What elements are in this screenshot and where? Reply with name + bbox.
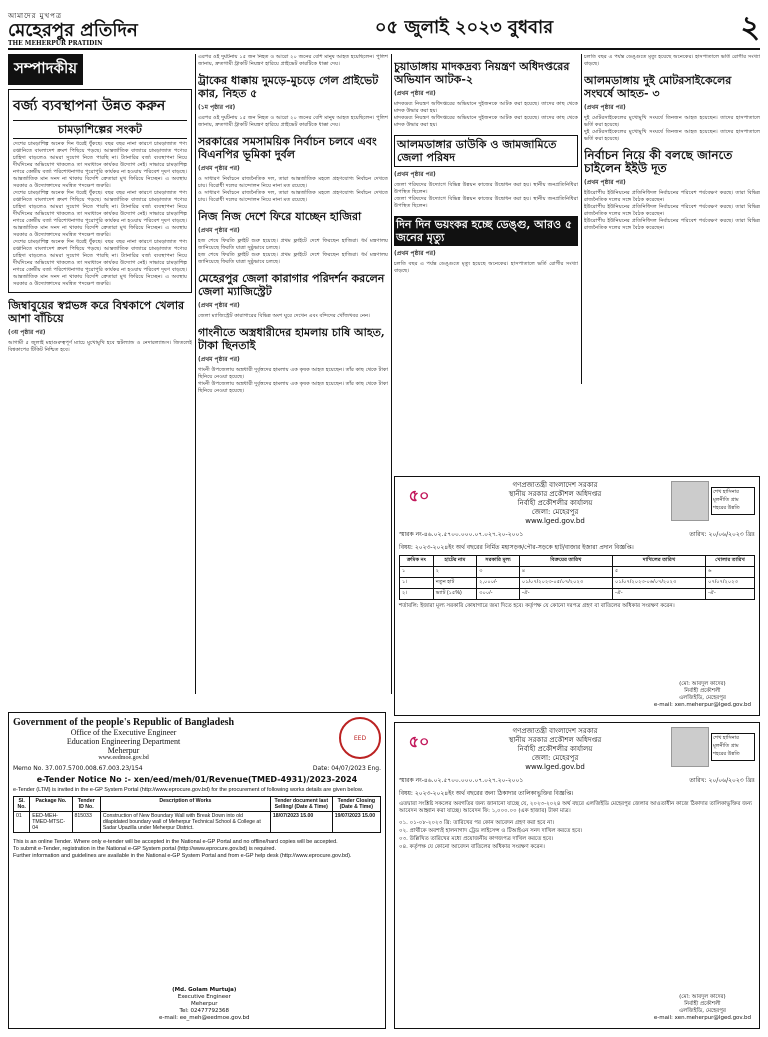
table-cell: -ঐ- xyxy=(612,589,705,600)
article-body: চলতি বছর এ পর্যন্ত ডেঙ্গুতে মৃত্যু হয়েছে অনেকের। হাসপাতালে ভর্তি রোগীর সংখ্যা বাড়ছে। xyxy=(584,54,760,67)
list-item: ০১. ০১-০৮-২০২৩ খ্রি: তারিখের পর কোন আবেদন গ্রহণ করা হবে না। xyxy=(399,820,555,826)
memo-date: তারিখ: ২০/০৬/২০২৩ খ্রিঃ xyxy=(689,777,755,784)
table-cell: ১। xyxy=(400,578,434,589)
article-headline: আলমডাঙ্গার ডাউকি ও জামজামিতে জেলা পরিষদ xyxy=(394,135,578,167)
article-headline: গাংনীতে অস্ত্রধারীদের হামলায় চাষি আহত, টাকা ছিনতাই xyxy=(198,326,385,352)
slogan-box: শেখ হাসিনার মূলনীতি গ্রাম শহরের উন্নতি xyxy=(711,487,755,515)
list-item: ০৪. কর্তৃপক্ষ যে কোনো আবেদন বাতিলের অধিকার সংরক্ষণ করেন। xyxy=(399,844,545,850)
department-name: স্থানীয় সরকার প্রকৌশল অধিদপ্তর xyxy=(508,490,602,498)
table-row xyxy=(400,578,755,589)
lged-hat-ijara-notice xyxy=(394,476,760,716)
newspaper-title: মেহেরপুর প্রতিদিন xyxy=(8,19,138,41)
article-continuation: (প্রথম পৃষ্ঠার পর) xyxy=(394,171,436,178)
memo-number: Memo No. 37.007.5700.008.67.003.23/154 xyxy=(13,765,143,772)
article-body: দুই মোটরসাইকেলের মুখোমুখি সংঘর্ষে তিনজন আহত হয়েছেন। তাদের হাসপাতালে ভর্তি করা হয়েছে। xyxy=(584,129,760,142)
eed-tender-notice xyxy=(8,712,386,1029)
signatory-title: নির্বাহী প্রকৌশলী xyxy=(684,1001,721,1007)
e-tender-notice-title: e-Tender Notice No :- xen/eed/meh/01/Revenue(TMED-4931)/2023-2024 xyxy=(36,775,358,784)
table-cell: ৪ xyxy=(519,567,612,578)
article-body: ইউরোপীয় ইউনিয়নের প্রতিনিধিদল নির্বাচনের পরিবেশ পর্যবেক্ষণ করছে। তারা বিভিন্ন রাজনৈতিক দলের সঙ্গে বৈঠক করেছেন। xyxy=(584,204,760,217)
lged-contractor-notice xyxy=(394,722,760,1029)
issue-date: ০৫ জুলাই ২০২৩ বুধবার xyxy=(374,16,554,38)
table-cell: Construction of New Boundary Wall with Break Down into old dilapidated boundary wall of Meherpur Technical School & College at Sadar Upazilla under Meherpur District. xyxy=(100,812,270,833)
signature-block xyxy=(654,681,751,709)
table-header-row xyxy=(400,556,755,567)
article-body: জেলা পরিষদের উদ্যোগে বিভিন্ন উন্নয়ন কাজের উদ্বোধন করা হয়। স্থানীয় জনপ্রতিনিধিরা উপস্থিত ছিলেন। xyxy=(394,196,578,209)
article-body: ও সাধারণ নির্বাচনে রাজনৈতিক দল, তারা আন্তর্জাতিক মহলে গ্রহণযোগ্য নির্বাচন দেখতে চায়। বিরোধী দলের আন্দোলন নিয়ে নানা মত রয়েছে। xyxy=(198,190,388,203)
article-body: জেলা ম্যাজিস্ট্রেট কারাগারের বিভিন্ন অংশ ঘুরে দেখেন এবং বন্দিদের খোঁজখবর নেন। xyxy=(198,313,370,319)
table-cell: 19/07/2023 15.00 xyxy=(332,812,380,833)
department-name: স্থানীয় সরকার প্রকৌশল অধিদপ্তর xyxy=(508,736,602,744)
memo-date: Date: 04/07/2023 Eng. xyxy=(312,765,381,772)
table-header: ক্রমিক নং xyxy=(400,556,434,567)
table-header: Sl. No. xyxy=(14,797,30,812)
article-headline: সরকারের সমসাময়িক নির্বাচন চলবে এবং বিএনপির ভূমিকা দুর্বল xyxy=(198,135,377,161)
table-cell: ২। xyxy=(400,589,434,600)
article-continuation: (প্রথম পৃষ্ঠার পর) xyxy=(198,227,240,234)
table-header-row xyxy=(14,797,381,812)
list-item: ০৩. উল্লিখিত তারিখের মধ্যে প্রয়োজনীয় কাগজপত্র দাখিল করতে হবে। xyxy=(399,836,554,842)
signatory-phone: Tel: 02477792368 xyxy=(179,1008,229,1014)
article-body: এরপর ওই দুর্ঘটনায় ১৫ জন নিহত ও আরো ২০ জনের বেশি মানুষ আহত হয়েছিলেন। পুলিশ জানায়, দ্রুতগামী ট্রাকটি নিয়ন্ত্রণ হারিয়ে প্রাইভেট কারটিকে ধাক্কা দেয়। xyxy=(198,54,388,67)
signatory-place: Meherpur xyxy=(191,1001,218,1007)
table-cell: ২ xyxy=(433,567,476,578)
article-continuation: (প্রথম পৃষ্ঠার পর) xyxy=(198,165,240,172)
memo-date: তারিখ: ২০/০৬/২০২৩ খ্রিঃ xyxy=(689,531,755,538)
notice-terms: শর্তাবলি: ইজারা মূল্য সরকারি কোষাগারে জমা দিতে হবে। কর্তৃপক্ষ যে কোনো দরপত্র গ্রহণ বা বাতিলের অধিকার সংরক্ষণ করেন। xyxy=(399,603,675,609)
signatory-email[interactable]: e-mail: xen.meherpur@lged.gov.bd xyxy=(653,1015,751,1021)
signatory-office: এলজিইডি, মেহেরপুর xyxy=(678,695,726,701)
table-cell: নতুন হাট xyxy=(433,578,476,589)
district-name: জেলা: মেহেরপুর xyxy=(531,754,579,762)
newspaper-logo xyxy=(8,10,228,47)
editorial-subhead: চামড়াশিল্পের সংকট xyxy=(13,120,187,139)
table-header: দাখিলের তারিখ xyxy=(612,556,705,567)
article-body: গাংনী উপজেলায় অস্ত্রধারী দুর্বৃত্তদের হামলায় এক কৃষক আহত হয়েছেন। তাঁর কাছ থেকে টাকা ছিনিয়ে নেওয়া হয়েছে। xyxy=(198,367,388,380)
government-name: গণপ্রজাতন্ত্রী বাংলাদেশ সরকার xyxy=(512,481,598,489)
notice-body: এতদ্বারা সংশ্লিষ্ট সকলের অবগতির জন্য জানানো যাচ্ছে যে, ২০২৩-২০২৪ অর্থ বছরে এলজিইডি মেহেরপুর জেলার আওতাধীন কাজে ঠিকাদার তালিকাভুক্তির জন্য আবেদন আহ্বান করা যাচ্ছে। আবেদন ফি: ১,০০০.০০ (এক হাজার) টাকা মাত্র। xyxy=(399,801,752,814)
article-continuation: (প্রথম পৃষ্ঠার পর) xyxy=(584,179,626,186)
table-header: Description of Works xyxy=(100,797,270,812)
portrait-photo xyxy=(671,481,709,521)
column-divider xyxy=(581,54,582,384)
ijara-table xyxy=(399,555,755,600)
editorial-box xyxy=(8,89,192,293)
signatory-email[interactable]: e-mail: ee_meh@eedmoe.gov.bd xyxy=(159,1015,250,1021)
masthead-tagline: আমাদের মুখপত্র xyxy=(8,11,63,20)
tender-table xyxy=(13,796,381,833)
memo-number: স্মারক নং-৪৬.০২.৫৭০০.০০০.০৭.০২৭.২০-২০০১ xyxy=(399,777,524,784)
notice-subject: বিষয়: ২০২৩-২০২৪ইং অর্থ বছরের জন্য ঠিকাদার তালিকাভুক্তির বিজ্ঞপ্তি। xyxy=(399,790,574,797)
table-cell: ভ্যাট (১৫%) xyxy=(433,589,476,600)
table-cell: ০৭/০৭/২০২৩ xyxy=(706,578,755,589)
column-divider xyxy=(195,54,196,694)
article-body: এরপর ওই দুর্ঘটনায় ১৫ জন নিহত ও আরো ২০ জনের বেশি মানুষ আহত হয়েছিলেন। পুলিশ জানায়, দ্রুতগামী ট্রাকটি নিয়ন্ত্রণ হারিয়ে প্রাইভেট কারটিকে ধাক্কা দেয়। xyxy=(198,115,388,128)
signatory-office: এলজিইডি, মেহেরপুর xyxy=(678,1008,726,1014)
editorial-headline: বর্জ্য ব্যবস্থাপনা উন্নত করুন xyxy=(13,98,166,114)
article-body: আগামী ৫ জুলাই মহাগুরুত্বপূর্ণ ম্যাচে মুখোমুখি হবে স্কটল্যান্ড ও নেদারল্যান্ডস। জিতলেই বিশ্বকাপের টিকিট নিশ্চিত হবে। xyxy=(8,340,192,353)
eed-seal-icon: EED xyxy=(339,717,381,759)
signature-block xyxy=(159,987,250,1022)
office-name: নির্বাহী প্রকৌশলীর কার্যালয় xyxy=(517,499,593,507)
editorial-body: দেশের চামড়াশিল্প অনেক দিন ধরেই ধুঁকছে। বছর বছর নানা কারণে চামড়াজাত পণ্য রপ্তানিতে বাংলাদেশ ক্রমশ পিছিয়ে পড়ছে। আন্তর্জাতিক বাজারে চামড়াজাত পণ্যের চাহিদা বাড়লেও আমরা সুযোগ নিতে পারছি না। ট্যানারির বর্জ্য ব্যবস্থাপনা নিয়ে দীর্ঘদিনের অভিযোগ থাকলেও তা সমাধানে কার্যকর উদ্যোগ নেই। সাভারে চামড়াশিল্প নগরে কেন্দ্রীয় বর্জ্য পরিশোধনাগার পুরোপুরি কার্যকর না হওয়ায় পরিবেশ দূষণ বাড়ছে। আন্তর্জাতিক মান সনদ না থাকায় বিদেশি ক্রেতারা মুখ ফিরিয়ে নিচ্ছেন। এ অবস্থায় সরকার ও উদ্যোক্তাদের সমন্বিত পদক্ষেপ জরুরি। xyxy=(13,141,187,189)
website-link[interactable]: www.lged.gov.bd xyxy=(525,517,585,525)
article-headline: আলমডাঙ্গায় দুই মোটরসাইকেলের সংঘর্ষে আহত- ৩ xyxy=(584,74,732,100)
column-divider xyxy=(391,54,392,694)
table-cell: EED-MEH-TMED-MTSC-04 xyxy=(30,812,72,833)
article-body: মাদকদ্রব্য নিয়ন্ত্রণ অধিদপ্তরের অভিযানে দুইজনকে আটক করা হয়েছে। তাদের কাছ থেকে মাদক উদ্ধার করা হয়। xyxy=(394,115,578,128)
article-headline: নিজ নিজ দেশে ফিরে যাচ্ছেন হাজিরা xyxy=(198,210,362,223)
news-column-3 xyxy=(394,54,578,484)
notice-conditions xyxy=(399,819,755,851)
table-row xyxy=(400,567,755,578)
table-header: Tender ID No. xyxy=(72,797,100,812)
news-column-4 xyxy=(584,54,760,464)
table-header: হাটের নাম xyxy=(433,556,476,567)
editorial-body: দেশের চামড়াশিল্প অনেক দিন ধরেই ধুঁকছে। বছর বছর নানা কারণে চামড়াজাত পণ্য রপ্তানিতে বাংলাদেশ ক্রমশ পিছিয়ে পড়ছে। আন্তর্জাতিক বাজারে চামড়াজাত পণ্যের চাহিদা বাড়লেও আমরা সুযোগ নিতে পারছি না। ট্যানারির বর্জ্য ব্যবস্থাপনা নিয়ে দীর্ঘদিনের অভিযোগ থাকলেও তা সমাধানে কার্যকর উদ্যোগ নেই। সাভারে চামড়াশিল্প নগরে কেন্দ্রীয় বর্জ্য পরিশোধনাগার পুরোপুরি কার্যকর না হওয়ায় পরিবেশ দূষণ বাড়ছে। আন্তর্জাতিক মান সনদ না থাকায় বিদেশি ক্রেতারা মুখ ফিরিয়ে নিচ্ছেন। এ অবস্থায় সরকার ও উদ্যোক্তাদের সমন্বিত পদক্ষেপ জরুরি। xyxy=(13,239,187,287)
article-continuation: (প্রথম পৃষ্ঠার পর) xyxy=(584,104,626,111)
eed-office-title: Office of the Executive Engineer xyxy=(70,728,177,737)
table-cell: ৫ xyxy=(612,567,705,578)
slogan-box: শেখ হাসিনার মূলনীতি গ্রাম শহরের উন্নতি xyxy=(711,733,755,761)
table-header: Tender Closing (Date & Time) xyxy=(332,797,380,812)
tender-footer: To submit e-Tender, registration in the National e-GP System portal (http://www.eprocure.gov.bd) is required. xyxy=(13,846,277,852)
table-header: Tender document last Selling/ (Date & Time) xyxy=(270,797,332,812)
signatory-title: নির্বাহী প্রকৌশলী xyxy=(684,688,721,694)
article-body: ইউরোপীয় ইউনিয়নের প্রতিনিধিদল নির্বাচনের পরিবেশ পর্যবেক্ষণ করছে। তারা বিভিন্ন রাজনৈতিক দলের সঙ্গে বৈঠক করেছেন। xyxy=(584,190,760,203)
eed-website[interactable]: www.eedmoe.gov.bd xyxy=(98,755,149,761)
table-cell: ০১/০৭/২০২৩-০৫/০৭/২০২৩ xyxy=(519,578,612,589)
article-continuation: (১ম পৃষ্ঠার পর) xyxy=(198,104,236,111)
table-cell: 18/07/2023 15.00 xyxy=(270,812,332,833)
article-headline: মেহেরপুর জেলা কারাগার পরিদর্শন করলেন জেলা ম্যাজিস্ট্রেট xyxy=(198,272,385,298)
eed-location: Meherpur xyxy=(107,746,140,755)
signatory-name: (মো: আবদুল কাদের) xyxy=(679,681,726,687)
notice-subject: বিষয়: ২০২৩-২০২৪ইং অর্থ বছরের নির্মিত মহাসড়ক/পৌর-সড়কে হাট/বাজার ইজারা প্রদান বিজ্ঞপ্তি। xyxy=(399,544,634,551)
signature-block xyxy=(654,994,751,1022)
article-body: মাদকদ্রব্য নিয়ন্ত্রণ অধিদপ্তরের অভিযানে দুইজনকে আটক করা হয়েছে। তাদের কাছ থেকে মাদক উদ্ধার করা হয়। xyxy=(394,101,578,114)
table-cell: 815033 xyxy=(72,812,100,833)
news-column-2 xyxy=(198,54,388,674)
table-header: বিক্রয়ের তারিখ xyxy=(519,556,612,567)
table-cell: -ঐ- xyxy=(706,589,755,600)
signatory-name: (Md. Golam Murtuja) xyxy=(172,987,237,993)
portrait-photo xyxy=(671,727,709,767)
government-name: গণপ্রজাতন্ত্রী বাংলাদেশ সরকার xyxy=(512,727,598,735)
article-body: জেলা পরিষদের উদ্যোগে বিভিন্ন উন্নয়ন কাজের উদ্বোধন করা হয়। স্থানীয় জনপ্রতিনিধিরা উপস্থিত ছিলেন। xyxy=(394,182,578,195)
article-body: দুই মোটরসাইকেলের মুখোমুখি সংঘর্ষে তিনজন আহত হয়েছেন। তাদের হাসপাতালে ভর্তি করা হয়েছে। xyxy=(584,115,760,128)
table-cell: -ঐ- xyxy=(519,589,612,600)
editorial-body: দেশের চামড়াশিল্প অনেক দিন ধরেই ধুঁকছে। বছর বছর নানা কারণে চামড়াজাত পণ্য রপ্তানিতে বাংলাদেশ ক্রমশ পিছিয়ে পড়ছে। আন্তর্জাতিক বাজারে চামড়াজাত পণ্যের চাহিদা বাড়লেও আমরা সুযোগ নিতে পারছি না। ট্যানারির বর্জ্য ব্যবস্থাপনা নিয়ে দীর্ঘদিনের অভিযোগ থাকলেও তা সমাধানে কার্যকর উদ্যোগ নেই। সাভারে চামড়াশিল্প নগরে কেন্দ্রীয় বর্জ্য পরিশোধনাগার পুরোপুরি কার্যকর না হওয়ায় পরিবেশ দূষণ বাড়ছে। আন্তর্জাতিক মান সনদ না থাকায় বিদেশি ক্রেতারা মুখ ফিরিয়ে নিচ্ছেন। এ অবস্থায় সরকার ও উদ্যোক্তাদের সমন্বিত পদক্ষেপ জরুরি। xyxy=(13,190,187,238)
article-body: চলতি বছর এ পর্যন্ত ডেঙ্গুতে মৃত্যু হয়েছে অনেকের। হাসপাতালে ভর্তি রোগীর সংখ্যা বাড়ছে। xyxy=(394,261,578,274)
signatory-title: Executive Engineer xyxy=(177,994,231,1000)
table-cell: ০১/০৭/২০২৩-০৬/০৭/২০২৩ xyxy=(612,578,705,589)
table-header: খোলার তারিখ xyxy=(706,556,755,567)
newspaper-english-title: THE MEHERPUR PRATIDIN xyxy=(8,39,103,47)
masthead xyxy=(8,8,760,50)
signatory-name: (মো: আবদুল কাদের) xyxy=(679,994,726,1000)
table-header: Package No. xyxy=(30,797,72,812)
article-body: ইউরোপীয় ইউনিয়নের প্রতিনিধিদল নির্বাচনের পরিবেশ পর্যবেক্ষণ করছে। তারা বিভিন্ন রাজনৈতিক দলের সঙ্গে বৈঠক করেছেন। xyxy=(584,218,760,231)
table-header: সরকারি মূল্য xyxy=(477,556,520,567)
table-cell: ৩০০/- xyxy=(477,589,520,600)
table-cell: 01 xyxy=(14,812,30,833)
article-continuation: (প্রথম পৃষ্ঠার পর) xyxy=(394,250,436,257)
article-body: হজ শেষে ফিরতি ফ্লাইট শুরু হয়েছে। প্রথম ফ্লাইটে দেশে ফিরছেন হাজিরা। ধর্ম মন্ত্রণালয় জানিয়েছে ফিরতি যাত্রা সুষ্ঠুভাবে চলছে। xyxy=(198,238,388,251)
memo-number: স্মারক নং-৪৬.০২.৫৭০০.০০০.০৭.০২৭.২০-২০০১ xyxy=(399,531,524,538)
article-headline: দিন দিন ভয়ংকর হচ্ছে ডেঙ্গু, আরও ৫ জনের মৃত্যু xyxy=(394,216,578,246)
tender-footer: Further information and guidelines are available in the National e-GP System Portal and from e-GP help desk (http://www.eprocure.gov.bd). xyxy=(13,853,352,859)
eed-department-title: Education Engineering Department xyxy=(66,737,181,746)
article-headline: ট্রাকের ধাক্কায় দুমড়ে-মুচড়ে গেল প্রাইভেট কার, নিহত ৫ xyxy=(198,74,379,100)
table-cell: ৬ xyxy=(706,567,755,578)
page-number: ২ xyxy=(740,9,760,45)
eed-government-title: Government of the people's Republic of Bangladesh xyxy=(13,717,235,728)
signatory-email[interactable]: e-mail: xen.meherpur@lged.gov.bd xyxy=(653,702,751,708)
bangladesh-50-logo: ৫০ xyxy=(408,731,430,751)
article-body: হজ শেষে ফিরতি ফ্লাইট শুরু হয়েছে। প্রথম ফ্লাইটে দেশে ফিরছেন হাজিরা। ধর্ম মন্ত্রণালয় জানিয়েছে ফিরতি যাত্রা সুষ্ঠুভাবে চলছে। xyxy=(198,252,388,265)
tender-footer: This is an online Tender. Where only e-tender will be accepted in the National e-GP Portal and no offline/hard copies will be accepted. xyxy=(13,839,338,845)
list-item: ০২. প্রার্থীকে অবশ্যই হালনাগাদ ট্রেড লাইসেন্স ও টিআইএন সনদ দাখিল করতে হবে। xyxy=(399,828,583,834)
article-body: ও সাধারণ নির্বাচনে রাজনৈতিক দল, তারা আন্তর্জাতিক মহলে গ্রহণযোগ্য নির্বাচন দেখতে চায়। বিরোধী দলের আন্দোলন নিয়ে নানা মত রয়েছে। xyxy=(198,176,388,189)
article-continuation: (প্রথম পৃষ্ঠার পর) xyxy=(198,302,240,309)
table-cell: ২,০০০/- xyxy=(477,578,520,589)
table-row xyxy=(14,812,381,833)
editorial-column xyxy=(8,54,192,474)
article-headline: চুয়াডাঙ্গায় মাদকদ্রব্য নিয়ন্ত্রণ অধিদপ্তরের অভিযান আটক-২ xyxy=(394,60,570,86)
article-body: গাংনী উপজেলায় অস্ত্রধারী দুর্বৃত্তদের হামলায় এক কৃষক আহত হয়েছেন। তাঁর কাছ থেকে টাকা ছিনিয়ে নেওয়া হয়েছে। xyxy=(198,381,388,394)
district-name: জেলা: মেহেরপুর xyxy=(531,508,579,516)
article-headline: জিম্বাবুয়ের স্বপ্নভঙ্গ করে বিশ্বকাপে খেলার আশা বাঁচিয়ে xyxy=(8,299,185,325)
article-continuation: (প্রথম পৃষ্ঠার পর) xyxy=(394,90,436,97)
tender-intro: e-Tender (LTM) is invited in the e-GP System Portal (http://www.eprocure.gov.bd) for the procurement of following works details are given below. xyxy=(13,787,364,793)
article-headline: নির্বাচন নিয়ে কী বলছে জানতে চাইলেন ইইউ দূত xyxy=(584,148,733,175)
office-name: নির্বাহী প্রকৌশলীর কার্যালয় xyxy=(517,745,593,753)
editorial-label: সম্পাদকীয় xyxy=(8,54,83,85)
table-cell: ৩ xyxy=(477,567,520,578)
table-cell: ১ xyxy=(400,567,434,578)
article-continuation: (৩য় পৃষ্ঠার পর) xyxy=(8,329,46,336)
bangladesh-50-logo: ৫০ xyxy=(408,485,430,505)
website-link[interactable]: www.lged.gov.bd xyxy=(525,763,585,771)
table-row xyxy=(400,589,755,600)
article-continuation: (প্রথম পৃষ্ঠার পর) xyxy=(198,356,240,363)
